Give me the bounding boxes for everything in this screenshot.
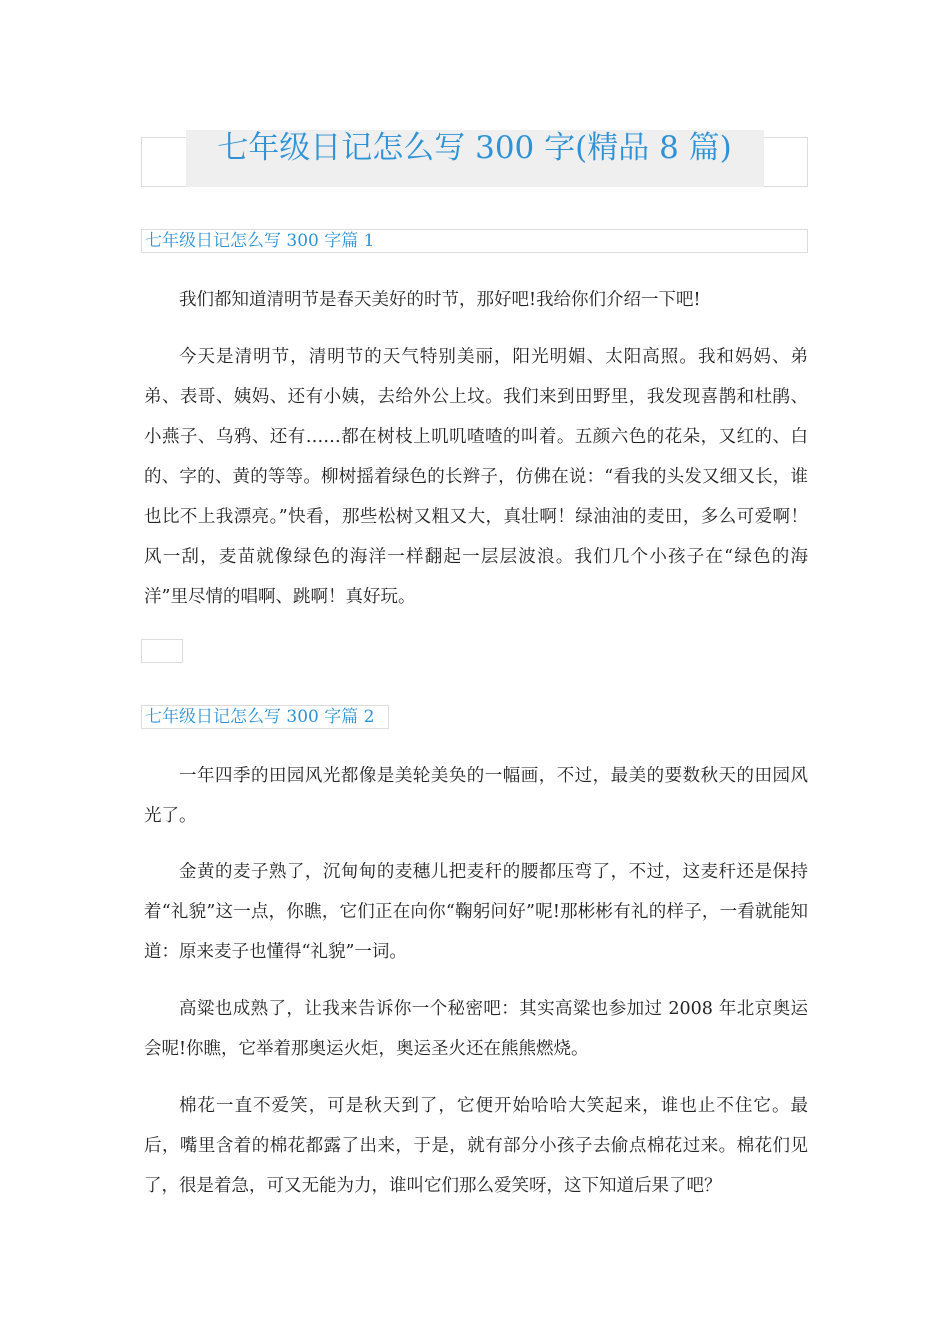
section-1-paragraph-2: 今天是清明节，清明节的天气特别美丽，阳光明媚、太阳高照。我和妈妈、弟弟、表哥、姨妈、还有小姨，去给外公上坟。我们来到田野里，我发现喜鹊和杜鹃、小燕子、乌鸦、还有……都在树枝上叽叽喳喳的叫着。五颜六色的花朵，又红的、白的、字的、黄的等等。柳树摇着绿色的长辫子，仿佛在说：“看我的头发又细又长，谁也比不上我漂亮。”快看，那些松树又粗又大，真壮啊！绿油油的麦田，多么可爱啊！风一刮，麦苗就像绿色的海洋一样翻起一层层波浪。我们几个小孩子在“绿色的海洋”里尽情的唱啊、跳啊！真好玩。 <box>144 347 808 607</box>
section-1-heading: 七年级日记怎么写 300 字篇 1 <box>141 229 808 253</box>
section-1-paragraph-1: 我们都知道清明节是春天美好的时节，那好吧!我给你们介绍一下吧! <box>179 290 701 310</box>
empty-text-frame <box>141 639 183 663</box>
section-2-paragraph-2: 金黄的麦子熟了，沉甸甸的麦穗儿把麦秆的腰都压弯了，不过，这麦秆还是保持着“礼貌”这一点，你瞧，它们正在向你“鞠躬问好”呢!那彬彬有礼的样子，一看就能知道：原来麦子也懂得“礼貌”一词。 <box>144 862 808 962</box>
section-2-paragraph-1: 一年四季的田园风光都像是美轮美奂的一幅画，不过，最美的要数秋天的田园风光了。 <box>144 766 808 826</box>
section-2-paragraph-3: 高粱也成熟了，让我来告诉你一个秘密吧：其实高粱也参加过 2008 年北京奥运会呢!你瞧，它举着那奥运火炬，奥运圣火还在熊熊燃烧。 <box>144 999 808 1059</box>
section-2-paragraph-4: 棉花一直不爱笑，可是秋天到了，它便开始哈哈大笑起来，谁也止不住它。最后，嘴里含着的棉花都露了出来，于是，就有部分小孩子去偷点棉花过来。棉花们见了，很是着急，可又无能为力，谁叫它们那么爱笑呀，这下知道后果了吧？ <box>144 1096 808 1196</box>
document-title: 七年级日记怎么写 300 字(精品 8 篇) <box>217 130 732 166</box>
section-2-heading: 七年级日记怎么写 300 字篇 2 <box>141 705 389 729</box>
